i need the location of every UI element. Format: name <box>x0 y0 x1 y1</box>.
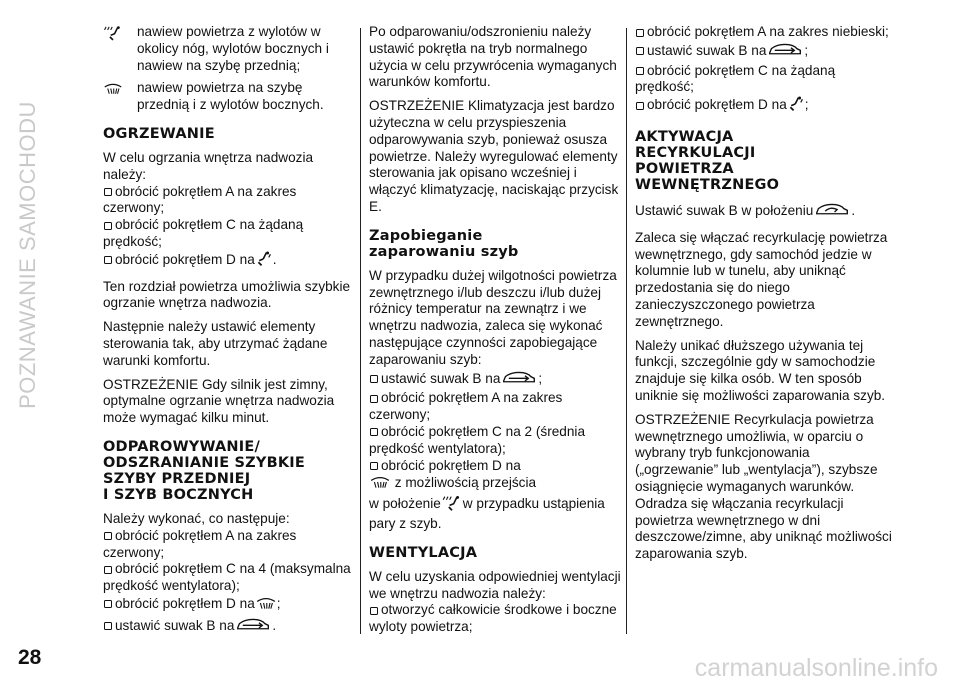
checkbox-bullet-icon <box>370 607 378 615</box>
list-item-text: obrócić pokrętłem C na 2 (średnia prędkość wentylatora); <box>369 423 585 456</box>
mode-item-windshield <box>103 80 355 114</box>
recirculation-heading <box>635 129 893 193</box>
list-item-text: otworzyć całkowicie środkowe i boczne wyloty powietrza; <box>369 602 617 635</box>
watermark: carmanualsonline.info <box>694 654 938 682</box>
column-1 <box>103 24 355 638</box>
heading-line: POWIETRZA <box>635 160 734 177</box>
heating-paragraph: Ten rozdział powietrza umożliwia szybkie ogrzanie wnętrza nadwozia. <box>103 278 351 311</box>
column-3 <box>635 24 893 570</box>
checkbox-bullet-icon <box>104 600 112 608</box>
list-item-text: obrócić pokrętłem C na 4 (maksymalna prędkość wentylatora); <box>103 561 351 594</box>
checkbox-bullet-icon <box>636 102 644 110</box>
heading-line: zaparowaniu szyb <box>369 243 519 260</box>
list-item-text: obrócić pokrętłem A na zakres czerwony; <box>103 183 297 216</box>
checkbox-bullet-icon <box>104 532 112 540</box>
list-item-end: ; <box>276 595 281 611</box>
checkbox-bullet-icon <box>370 428 378 436</box>
page-number: 28 <box>18 646 42 669</box>
heading-line: ODPAROWYWANIE/ <box>103 438 260 455</box>
list-item <box>369 390 622 424</box>
list-item <box>103 251 355 272</box>
heading-line: ODSZRANIANIE SZYBKIE <box>103 454 305 471</box>
list-item <box>103 561 355 595</box>
list-item-text: obrócić pokrętłem D na <box>115 595 255 611</box>
list-item-text: ustawić suwak B na <box>381 370 501 386</box>
list-item-text: obrócić pokrętłem A na zakres czerwony; <box>369 390 563 423</box>
mode-text: nawiew powietrza z wylotów w okolicy nóg, wylotów bocznych i nawiew na szybę przednią; <box>137 24 329 73</box>
column-divider <box>360 28 361 634</box>
ac-warning: OSTRZEŻENIE Klimatyzacja jest bardzo użyteczna w celu przyspieszenia odparowywania szyb, ponieważ osusza powietrze. Należy wyregulować elementy sterowania jak opisano wcześniej i włączyć klimatyzację, naciskając przycisk E. <box>369 98 619 214</box>
air-feet-icon <box>787 96 805 117</box>
checkbox-bullet-icon <box>104 188 112 196</box>
list-item-end: ; <box>538 370 543 386</box>
vent-intro: W celu uzyskania odpowiedniej wentylacji we wnętrzu nadwozia należy: <box>369 568 621 601</box>
list-item-end: . <box>272 251 277 267</box>
list-item-text: z możliwością przejścia <box>394 475 537 491</box>
outside-air-car-icon <box>500 369 538 391</box>
list-item-text: obrócić pokrętłem C na żądaną prędkość; <box>103 217 304 249</box>
heating-heading: OGRZEWANIE <box>103 125 215 142</box>
heating-warning: OSTRZEŻENIE Gdy silnik jest zimny, optymalne ogrzanie wnętrza nadwozia może wymagać kilku minut. <box>103 376 335 426</box>
list-item <box>635 24 893 41</box>
paragraph: Po odparowaniu/odszronieniu należy ustawić pokrętła na tryb normalnego użycia w celu przywrócenia wymaganych warunków komfortu. <box>369 24 617 90</box>
outside-air-car-icon <box>234 616 272 638</box>
list-item <box>635 96 893 117</box>
windshield-defrost-icon <box>255 595 277 616</box>
windshield-defrost-icon <box>103 80 137 114</box>
heating-intro: W celu ogrzania wnętrza nadwozia należy: <box>103 149 314 182</box>
list-item <box>369 369 622 391</box>
heading-line: I SZYB BOCZNYCH <box>103 486 254 503</box>
heading-line: Zapobieganie <box>369 227 483 244</box>
list-item-text: obrócić pokrętłem C na żądaną prędkość; <box>635 62 836 95</box>
list-item-text: obrócić pokrętłem D na <box>381 457 521 473</box>
heading-line: AKTYWACJA <box>635 128 734 145</box>
list-item-text: obrócić pokrętłem A na zakres niebieski; <box>647 24 889 39</box>
list-item-text: w położenie <box>369 496 441 512</box>
checkbox-bullet-icon <box>636 29 644 37</box>
paragraph-end: . <box>851 202 856 218</box>
checkbox-bullet-icon <box>104 222 112 230</box>
list-item-text: ustawić suwak B na <box>115 617 235 633</box>
list-item <box>103 528 355 562</box>
list-item-end: ; <box>804 42 809 58</box>
list-item-continued <box>369 474 622 495</box>
outside-air-car-icon <box>766 41 804 63</box>
paragraph: Należy unikać dłuższego używania tej funkcji, szczególnie gdy w samochodzie znajduje się kilka osób. W ten sposób uniknie się możliwości zaparowania szyb. <box>635 337 886 403</box>
recirculation-warning: OSTRZEŻENIE Recyrkulacja powietrza wewnętrznego umożliwia, w oparciu o wybrany tryb funkcjonowania („ogrzewanie” lub „wentylacja”), szybsze osiągnięcie wymaganych warunków. Odradza się włączania recyrkulacji powietrza wewnętrznego w dni deszczowe/zimne, aby uniknąć możliwości zaparowania szyb. <box>635 411 892 562</box>
checkbox-bullet-icon <box>104 256 112 264</box>
list-item-text: w przypadku ustąpienia pary z szyb. <box>369 496 605 531</box>
list-item <box>103 184 355 218</box>
recirculation-instruction <box>635 201 893 223</box>
air-feet-icon <box>255 251 273 272</box>
defrost-heading <box>103 439 355 503</box>
checkbox-bullet-icon <box>370 462 378 470</box>
section-side-tab-label: POZNAWANIE SAMOCHODU <box>15 101 40 409</box>
list-item-text: obrócić pokrętłem A na zakres czerwony; <box>103 527 297 560</box>
list-item-text: obrócić pokrętłem D na <box>647 97 787 113</box>
list-item-continued <box>369 495 622 533</box>
list-item <box>635 63 893 97</box>
checkbox-bullet-icon <box>104 566 112 574</box>
air-feet-windshield-icon <box>103 24 137 74</box>
mode-item-feet-windshield <box>103 24 355 74</box>
recirculation-car-icon <box>813 201 851 223</box>
heading-line: WEWNĘTRZNEGO <box>635 176 780 193</box>
fog-intro: W przypadku dużej wilgotności powietrza zewnętrznego i/lub deszczu i/lub dużej różnicy temperatur na zewnątrz i we wnętrzu nadwozia, zaleca się wykonać następujące czynności zapobiegające zaparowaniu szyb: <box>369 267 617 367</box>
heading-line: RECYRKULACJI <box>635 144 756 161</box>
list-item-end: ; <box>804 97 809 113</box>
defrost-intro: Należy wykonać, co następuje: <box>103 510 290 526</box>
list-item <box>103 217 355 251</box>
list-item <box>103 595 355 616</box>
checkbox-bullet-icon <box>104 622 112 630</box>
column-divider <box>626 28 627 634</box>
checkbox-bullet-icon <box>370 395 378 403</box>
heating-paragraph: Następnie należy ustawić elementy sterowania tak, aby utrzymać żądane warunki komfortu. <box>103 319 328 368</box>
list-item <box>635 41 893 63</box>
list-item <box>369 424 622 458</box>
column-2 <box>369 24 622 636</box>
checkbox-bullet-icon <box>636 47 644 55</box>
list-item <box>103 616 355 638</box>
list-item <box>369 602 622 636</box>
section-side-tab <box>6 20 50 490</box>
checkbox-bullet-icon <box>636 67 644 75</box>
air-feet-windshield-icon <box>441 495 463 516</box>
fog-heading <box>369 228 622 260</box>
paragraph-text: Ustawić suwak B w położeniu <box>635 202 814 218</box>
windshield-defrost-icon <box>369 474 391 495</box>
list-item-end: . <box>272 617 277 633</box>
heading-line: SZYBY PRZEDNIEJ <box>103 470 251 487</box>
list-item <box>369 458 622 475</box>
list-item-text: ustawić suwak B na <box>647 42 767 58</box>
paragraph: Zaleca się włączać recyrkulację powietrza wewnętrznego, gdy samochód jedzie w kolumnie lub w tunelu, aby uniknąć przedostania się do niego zanieczyszczonego powietrza zewnętrznego. <box>635 229 888 329</box>
list-item-text: obrócić pokrętłem D na <box>115 251 255 267</box>
checkbox-bullet-icon <box>370 375 378 383</box>
vent-heading: WENTYLACJA <box>369 544 478 561</box>
mode-text: nawiew powietrza na szybę przednią i z wylotów bocznych. <box>137 80 324 113</box>
